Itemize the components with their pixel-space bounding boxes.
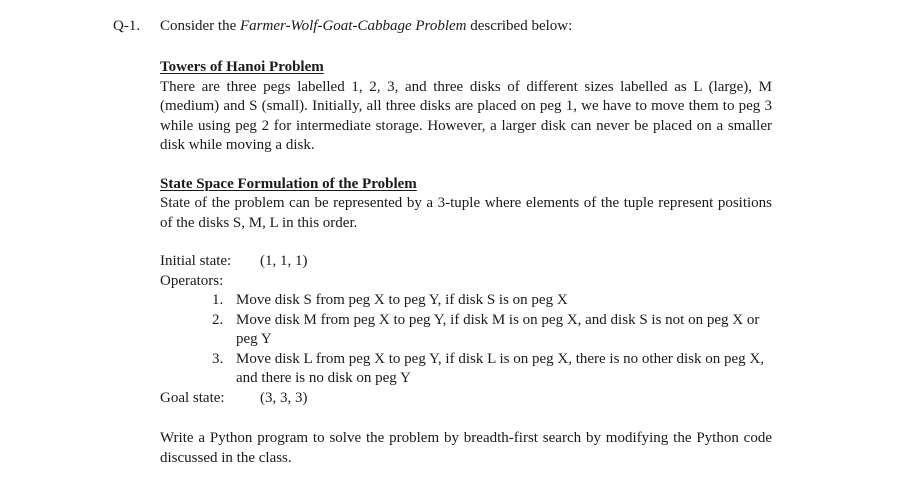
formulation-heading: State Space Formulation of the Problem (160, 175, 417, 192)
problem-name: Farmer-Wolf-Goat-Cabbage Problem (240, 18, 467, 34)
question-number: Q-1. (113, 18, 141, 34)
goal-state-value: (3, 3, 3) (260, 389, 308, 406)
operators-label: Operators: (160, 272, 224, 289)
operators-list (160, 291, 772, 389)
intro-suffix: described below: (470, 18, 573, 34)
formulation-description: State of the problem can be represented by a 3-tuple where elements of the tuple represent positions of the disks S, M, L in this order. (160, 195, 772, 231)
goal-state-label: Goal state: (160, 389, 225, 406)
task-description: Write a Python program to solve the problem by breadth-first search by modifying the Python code discussed in the class. (160, 430, 772, 466)
operator-item: Move disk S from peg X to peg Y, if disk S is on peg X (236, 292, 568, 308)
intro-prefix: Consider the (160, 18, 237, 34)
goal-state-line (160, 389, 772, 409)
operator-item: Move disk M from peg X to peg Y, if disk M is on peg X, and disk S is not on peg X or peg Y (236, 311, 760, 347)
towers-heading: Towers of Hanoi Problem (160, 59, 324, 75)
question-intro (160, 17, 572, 37)
question-body (160, 58, 772, 468)
operator-item: Move disk L from peg X to peg Y, if disk L is on peg X, there is no other disk on peg X, and there is no disk on peg Y (236, 350, 764, 386)
initial-state-label: Initial state: (160, 253, 232, 269)
initial-state-line (160, 252, 772, 272)
towers-description: There are three pegs labelled 1, 2, 3, and three disks of different sizes labelled as L (large), M (medium) and S (small). Initially, all three disks are placed on peg 1, we have to move them to peg 3 while using peg 2 for intermediate storage. However, a larger disk can never be placed on a smaller disk while moving a disk. (160, 78, 772, 153)
initial-state-value: (1, 1, 1) (260, 253, 308, 269)
